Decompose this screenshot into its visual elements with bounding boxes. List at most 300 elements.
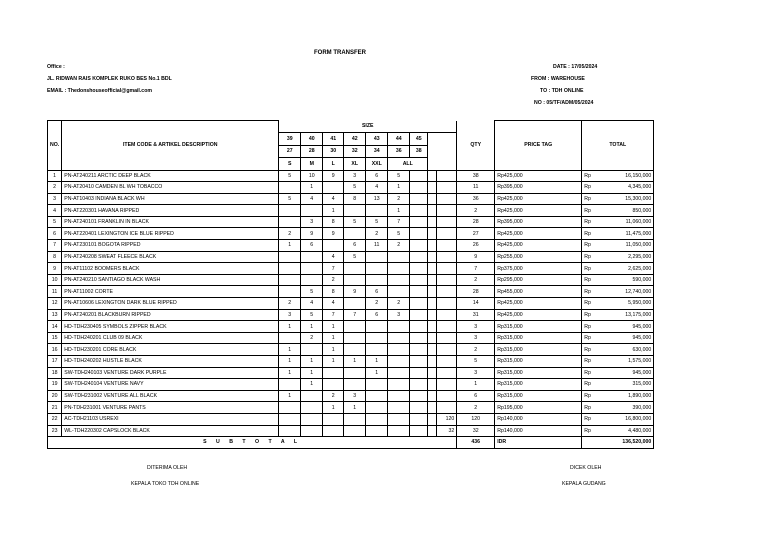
size-qty-cell: 1 xyxy=(323,332,344,344)
size-label: ALL xyxy=(388,158,428,171)
subtotal-total: 136,520,000 xyxy=(582,437,654,449)
size-qty-cell xyxy=(388,263,410,275)
size-qty-cell xyxy=(344,228,366,240)
table-row xyxy=(48,356,654,368)
price-cell: Rp315,000 xyxy=(495,321,582,333)
qty-cell: 28 xyxy=(457,286,495,298)
size-qty-cell xyxy=(410,251,428,263)
currency-cell: Rp xyxy=(582,309,594,321)
total-cell: 4,345,000 xyxy=(594,182,654,194)
price-cell: Rp395,000 xyxy=(495,216,582,228)
qty-cell: 2 xyxy=(457,274,495,286)
size-qty-cell xyxy=(410,216,428,228)
size-qty-cell: 2 xyxy=(366,228,388,240)
row-number: 19 xyxy=(48,379,62,391)
currency-cell: Rp xyxy=(582,216,594,228)
size-qty-cell: 6 xyxy=(366,309,388,321)
header-size: SIZE xyxy=(279,121,457,133)
item-description: PN-AT240210 SANTIAGO BLACK WASH xyxy=(62,274,279,286)
size-qty-cell xyxy=(279,402,301,414)
size-qty-cell xyxy=(437,216,457,228)
currency-cell: Rp xyxy=(582,298,594,310)
size-qty-cell xyxy=(410,240,428,252)
size-qty-cell xyxy=(366,274,388,286)
row-number: 3 xyxy=(48,193,62,205)
size-qty-cell xyxy=(388,367,410,379)
currency-cell: Rp xyxy=(582,413,594,425)
size-label: XXL xyxy=(366,158,388,171)
currency-cell: Rp xyxy=(582,228,594,240)
size-qty-cell xyxy=(366,379,388,391)
table-row xyxy=(48,402,654,414)
size-label: 45 xyxy=(410,133,428,146)
size-qty-cell: 9 xyxy=(323,170,344,182)
office-address: JL. RIDWAN RAIS KOMPLEK RUKO BES No.1 BDL xyxy=(47,76,172,82)
size-qty-cell xyxy=(388,413,410,425)
size-qty-cell xyxy=(428,356,437,368)
size-qty-cell xyxy=(388,251,410,263)
table-row xyxy=(48,205,654,217)
total-cell: 12,740,000 xyxy=(594,286,654,298)
size-qty-cell xyxy=(366,263,388,275)
size-qty-cell: 4 xyxy=(323,251,344,263)
size-qty-cell xyxy=(437,170,457,182)
size-qty-cell: 1 xyxy=(323,205,344,217)
size-qty-cell xyxy=(301,344,323,356)
row-number: 12 xyxy=(48,298,62,310)
table-row xyxy=(48,263,654,275)
received-by-role: KEPALA TOKO TDH ONLINE xyxy=(131,481,200,487)
size-label: 40 xyxy=(301,133,323,146)
row-number: 6 xyxy=(48,228,62,240)
size-qty-cell: 1 xyxy=(301,182,323,194)
currency-cell: Rp xyxy=(582,402,594,414)
size-qty-cell xyxy=(366,425,388,437)
size-qty-cell xyxy=(388,344,410,356)
size-qty-cell xyxy=(428,286,437,298)
size-qty-cell xyxy=(388,390,410,402)
size-qty-cell: 2 xyxy=(388,240,410,252)
size-qty-cell xyxy=(428,228,437,240)
size-qty-cell: 1 xyxy=(323,321,344,333)
qty-cell: 3 xyxy=(457,367,495,379)
table-row xyxy=(48,390,654,402)
qty-cell: 14 xyxy=(457,298,495,310)
size-qty-cell: 5 xyxy=(344,182,366,194)
size-label: 44 xyxy=(388,133,410,146)
form-number: NO : 05/TF/ADM/05/2024 xyxy=(534,100,594,106)
size-qty-cell xyxy=(323,425,344,437)
size-qty-cell xyxy=(410,193,428,205)
size-qty-cell: 5 xyxy=(344,216,366,228)
qty-cell: 120 xyxy=(457,413,495,425)
currency-cell: Rp xyxy=(582,182,594,194)
row-number: 13 xyxy=(48,309,62,321)
item-description: PN-AT20410 CAMDEN BL WH TOBACCO xyxy=(62,182,279,194)
qty-cell: 3 xyxy=(457,332,495,344)
size-qty-cell: 3 xyxy=(279,309,301,321)
size-qty-cell: 4 xyxy=(323,298,344,310)
size-qty-cell xyxy=(428,170,437,182)
size-qty-cell: 1 xyxy=(279,344,301,356)
size-qty-cell xyxy=(437,274,457,286)
size-qty-cell xyxy=(388,402,410,414)
size-qty-cell: 5 xyxy=(301,286,323,298)
table-row xyxy=(48,216,654,228)
size-qty-cell xyxy=(428,251,437,263)
price-cell: Rp315,000 xyxy=(495,367,582,379)
size-qty-cell: 1 xyxy=(344,402,366,414)
currency-cell: Rp xyxy=(582,170,594,182)
size-qty-cell: 1 xyxy=(344,356,366,368)
qty-cell: 6 xyxy=(457,390,495,402)
size-qty-cell xyxy=(410,344,428,356)
size-qty-cell: 2 xyxy=(388,298,410,310)
size-qty-cell xyxy=(279,274,301,286)
price-cell: Rp425,000 xyxy=(495,170,582,182)
size-qty-cell xyxy=(410,425,428,437)
size-qty-cell xyxy=(344,413,366,425)
table-row xyxy=(48,170,654,182)
size-qty-cell xyxy=(437,390,457,402)
table-row xyxy=(48,321,654,333)
price-cell: Rp425,000 xyxy=(495,205,582,217)
row-number: 10 xyxy=(48,274,62,286)
qty-cell: 3 xyxy=(457,321,495,333)
qty-cell: 28 xyxy=(457,216,495,228)
size-qty-cell xyxy=(388,379,410,391)
form-date: DATE : 17/05/2024 xyxy=(553,64,598,70)
size-qty-cell xyxy=(301,425,323,437)
size-qty-cell: 1 xyxy=(301,321,323,333)
size-qty-cell xyxy=(428,205,437,217)
size-qty-cell xyxy=(388,286,410,298)
size-qty-cell: 7 xyxy=(323,309,344,321)
size-qty-cell: 1 xyxy=(301,356,323,368)
size-qty-cell: 6 xyxy=(366,170,388,182)
size-qty-cell: 2 xyxy=(366,298,388,310)
size-qty-cell: 4 xyxy=(301,298,323,310)
qty-cell: 7 xyxy=(457,263,495,275)
qty-cell: 2 xyxy=(457,402,495,414)
size-qty-cell xyxy=(428,425,437,437)
header-price: PRICE TAG xyxy=(495,121,582,171)
item-description: HD-TDH240202 HUSTLE BLACK xyxy=(62,356,279,368)
size-qty-cell: 1 xyxy=(366,367,388,379)
size-qty-cell xyxy=(428,379,437,391)
item-description: PN-AT240211 ARCTIC DEEP BLACK xyxy=(62,170,279,182)
price-cell: Rp425,000 xyxy=(495,228,582,240)
size-qty-cell xyxy=(428,274,437,286)
price-cell: Rp315,000 xyxy=(495,379,582,391)
table-row xyxy=(48,379,654,391)
size-qty-cell: 1 xyxy=(301,367,323,379)
currency-cell: Rp xyxy=(582,251,594,263)
blank-cell xyxy=(428,158,457,171)
size-qty-cell xyxy=(437,309,457,321)
row-number: 20 xyxy=(48,390,62,402)
row-number: 22 xyxy=(48,413,62,425)
size-qty-cell xyxy=(428,182,437,194)
size-qty-cell: 1 xyxy=(388,205,410,217)
table-row xyxy=(48,286,654,298)
size-qty-cell xyxy=(323,413,344,425)
size-qty-cell xyxy=(410,356,428,368)
form-title: FORM TRANSFER xyxy=(314,50,366,56)
size-qty-cell xyxy=(437,240,457,252)
row-number: 5 xyxy=(48,216,62,228)
size-label: L xyxy=(323,158,344,171)
size-qty-cell xyxy=(388,356,410,368)
item-description: SW-TDH231002 VENTURE ALL BLACK xyxy=(62,390,279,402)
size-qty-cell: 3 xyxy=(344,390,366,402)
item-description: SW-TDH240104 VENTURE NAVY xyxy=(62,379,279,391)
qty-cell: 26 xyxy=(457,240,495,252)
total-cell: 945,000 xyxy=(594,332,654,344)
price-cell: Rp425,000 xyxy=(495,240,582,252)
size-qty-cell: 2 xyxy=(323,390,344,402)
currency-cell: Rp xyxy=(582,274,594,286)
item-description: PN-AT230101 BOGOTA RIPPED xyxy=(62,240,279,252)
size-qty-cell xyxy=(410,182,428,194)
size-qty-cell xyxy=(366,402,388,414)
price-cell: Rp295,000 xyxy=(495,274,582,286)
size-qty-cell xyxy=(344,321,366,333)
price-cell: Rp315,000 xyxy=(495,356,582,368)
size-qty-cell xyxy=(410,170,428,182)
size-qty-cell: 2 xyxy=(279,298,301,310)
total-cell: 850,000 xyxy=(594,205,654,217)
size-qty-cell xyxy=(428,298,437,310)
qty-cell: 9 xyxy=(457,251,495,263)
size-qty-cell xyxy=(388,425,410,437)
size-qty-cell xyxy=(344,298,366,310)
table-row xyxy=(48,309,654,321)
office-email: EMAIL : Thedonshouseofficial@gmail.com xyxy=(47,88,152,94)
qty-cell: 11 xyxy=(457,182,495,194)
table-row xyxy=(48,332,654,344)
size-qty-cell: 1 xyxy=(279,356,301,368)
size-qty-cell xyxy=(323,240,344,252)
row-number: 9 xyxy=(48,263,62,275)
size-qty-cell xyxy=(279,413,301,425)
item-description: PN-AT240101 FRANKLIN IN BLACK xyxy=(62,216,279,228)
form-to: TO : TDH ONLINE xyxy=(540,88,584,94)
size-qty-cell: 8 xyxy=(344,193,366,205)
size-qty-cell: 5 xyxy=(344,251,366,263)
currency-cell: Rp xyxy=(582,425,594,437)
size-qty-cell xyxy=(388,274,410,286)
row-number: 2 xyxy=(48,182,62,194)
size-qty-cell xyxy=(428,263,437,275)
size-label: XL xyxy=(344,158,366,171)
item-description: SW-TDH240103 VENTURE DARK PURPLE xyxy=(62,367,279,379)
form-from: FROM : WAREHOUSE xyxy=(531,76,585,82)
size-qty-cell: 6 xyxy=(366,286,388,298)
size-qty-cell xyxy=(410,286,428,298)
item-description: AC-TDH21103 USREXI xyxy=(62,413,279,425)
size-qty-cell xyxy=(428,193,437,205)
size-qty-cell xyxy=(437,193,457,205)
size-qty-cell xyxy=(428,216,437,228)
row-number: 23 xyxy=(48,425,62,437)
size-qty-cell xyxy=(410,263,428,275)
row-number: 4 xyxy=(48,205,62,217)
size-qty-cell xyxy=(410,274,428,286)
size-qty-cell xyxy=(366,321,388,333)
size-qty-cell xyxy=(279,216,301,228)
price-cell: Rp315,000 xyxy=(495,390,582,402)
size-qty-cell: 2 xyxy=(388,193,410,205)
qty-cell: 31 xyxy=(457,309,495,321)
size-qty-cell: 5 xyxy=(279,193,301,205)
total-cell: 1,575,000 xyxy=(594,356,654,368)
size-qty-cell xyxy=(301,390,323,402)
total-cell: 630,000 xyxy=(594,344,654,356)
item-description: HD-TDH230405 SYMBOLS ZIPPER BLACK xyxy=(62,321,279,333)
size-qty-cell xyxy=(437,344,457,356)
price-cell: Rp375,000 xyxy=(495,263,582,275)
size-qty-cell xyxy=(279,182,301,194)
header-item: ITEM CODE & ARTIKEL DESCRIPTION xyxy=(62,121,279,171)
total-cell: 16,800,000 xyxy=(594,413,654,425)
header-qty: QTY xyxy=(457,121,495,171)
table-row xyxy=(48,193,654,205)
price-cell: Rp455,000 xyxy=(495,286,582,298)
total-cell: 15,300,000 xyxy=(594,193,654,205)
received-by-label: DITERIMA OLEH xyxy=(147,465,188,471)
size-qty-cell: 5 xyxy=(388,170,410,182)
table-row xyxy=(48,251,654,263)
item-description: PN-AT11102 BOOMERS BLACK xyxy=(62,263,279,275)
size-label: 38 xyxy=(410,145,428,158)
size-qty-cell xyxy=(437,286,457,298)
size-label: 41 xyxy=(323,133,344,146)
size-qty-cell: 7 xyxy=(388,216,410,228)
size-qty-cell: 5 xyxy=(301,309,323,321)
size-qty-cell xyxy=(301,402,323,414)
size-qty-cell xyxy=(437,251,457,263)
size-qty-cell: 32 xyxy=(437,425,457,437)
currency-cell: Rp xyxy=(582,390,594,402)
row-number: 17 xyxy=(48,356,62,368)
item-description: PN-AT220401 LEXINGTON ICE BLUE RIPPED xyxy=(62,228,279,240)
size-qty-cell xyxy=(437,332,457,344)
price-cell: Rp195,000 xyxy=(495,402,582,414)
currency-cell: Rp xyxy=(582,193,594,205)
size-qty-cell: 9 xyxy=(344,286,366,298)
size-qty-cell: 7 xyxy=(344,309,366,321)
size-label: 30 xyxy=(323,145,344,158)
size-qty-cell xyxy=(279,379,301,391)
size-qty-cell xyxy=(428,390,437,402)
price-cell: Rp255,000 xyxy=(495,251,582,263)
size-qty-cell: 6 xyxy=(301,240,323,252)
size-qty-cell xyxy=(323,367,344,379)
size-qty-cell xyxy=(344,274,366,286)
size-qty-cell: 1 xyxy=(323,356,344,368)
header-total: TOTAL xyxy=(582,121,654,171)
size-qty-cell xyxy=(301,251,323,263)
size-qty-cell xyxy=(428,309,437,321)
price-cell: Rp425,000 xyxy=(495,298,582,310)
item-description: PN-AT10403 INDIANA BLACK WH xyxy=(62,193,279,205)
size-qty-cell: 1 xyxy=(388,182,410,194)
checked-by-label: DICEK OLEH xyxy=(570,465,602,471)
size-qty-cell: 6 xyxy=(344,240,366,252)
size-qty-cell: 5 xyxy=(279,170,301,182)
qty-cell: 38 xyxy=(457,170,495,182)
price-cell: Rp395,000 xyxy=(495,182,582,194)
table-row xyxy=(48,274,654,286)
total-cell: 5,950,000 xyxy=(594,298,654,310)
total-cell: 11,475,000 xyxy=(594,228,654,240)
size-qty-cell: 4 xyxy=(323,193,344,205)
size-qty-cell xyxy=(410,332,428,344)
total-cell: 11,060,000 xyxy=(594,216,654,228)
transfer-table xyxy=(47,120,654,449)
size-qty-cell: 9 xyxy=(301,228,323,240)
size-qty-cell xyxy=(437,228,457,240)
total-cell: 2,295,000 xyxy=(594,251,654,263)
size-qty-cell xyxy=(366,413,388,425)
currency-cell: Rp xyxy=(582,379,594,391)
size-qty-cell: 4 xyxy=(366,182,388,194)
size-qty-cell xyxy=(437,356,457,368)
blank-cell xyxy=(428,145,457,158)
size-qty-cell xyxy=(388,332,410,344)
total-cell: 11,050,000 xyxy=(594,240,654,252)
currency-cell: Rp xyxy=(582,367,594,379)
size-qty-cell xyxy=(410,228,428,240)
size-label: 32 xyxy=(344,145,366,158)
checked-by-role: KEPALA GUDANG xyxy=(562,481,606,487)
subtotal-currency: IDR xyxy=(495,437,582,449)
size-qty-cell xyxy=(410,379,428,391)
size-qty-cell xyxy=(366,205,388,217)
size-qty-cell: 10 xyxy=(301,170,323,182)
size-qty-cell xyxy=(279,332,301,344)
table-row xyxy=(48,240,654,252)
size-label: 28 xyxy=(301,145,323,158)
item-description: WL-TDH220302 CAPSLOCK BLACK xyxy=(62,425,279,437)
size-qty-cell xyxy=(437,402,457,414)
item-description: PN-AT220301 HAVANA RIPPED xyxy=(62,205,279,217)
size-qty-cell: 1 xyxy=(279,321,301,333)
table-row xyxy=(48,182,654,194)
size-qty-cell: 2 xyxy=(323,274,344,286)
size-qty-cell xyxy=(437,263,457,275)
total-cell: 590,000 xyxy=(594,274,654,286)
size-qty-cell: 5 xyxy=(366,216,388,228)
size-qty-cell: 3 xyxy=(301,216,323,228)
size-qty-cell: 7 xyxy=(323,263,344,275)
size-qty-cell xyxy=(301,205,323,217)
size-qty-cell xyxy=(344,425,366,437)
total-cell: 2,625,000 xyxy=(594,263,654,275)
size-qty-cell: 1 xyxy=(279,367,301,379)
item-description: HD-TDH230201 CORE BLACK xyxy=(62,344,279,356)
qty-cell: 2 xyxy=(457,205,495,217)
size-qty-cell: 8 xyxy=(323,286,344,298)
size-qty-cell xyxy=(366,390,388,402)
price-cell: Rp140,000 xyxy=(495,413,582,425)
size-qty-cell xyxy=(388,321,410,333)
size-qty-cell xyxy=(344,205,366,217)
size-qty-cell xyxy=(279,263,301,275)
qty-cell: 1 xyxy=(457,379,495,391)
size-qty-cell xyxy=(437,205,457,217)
